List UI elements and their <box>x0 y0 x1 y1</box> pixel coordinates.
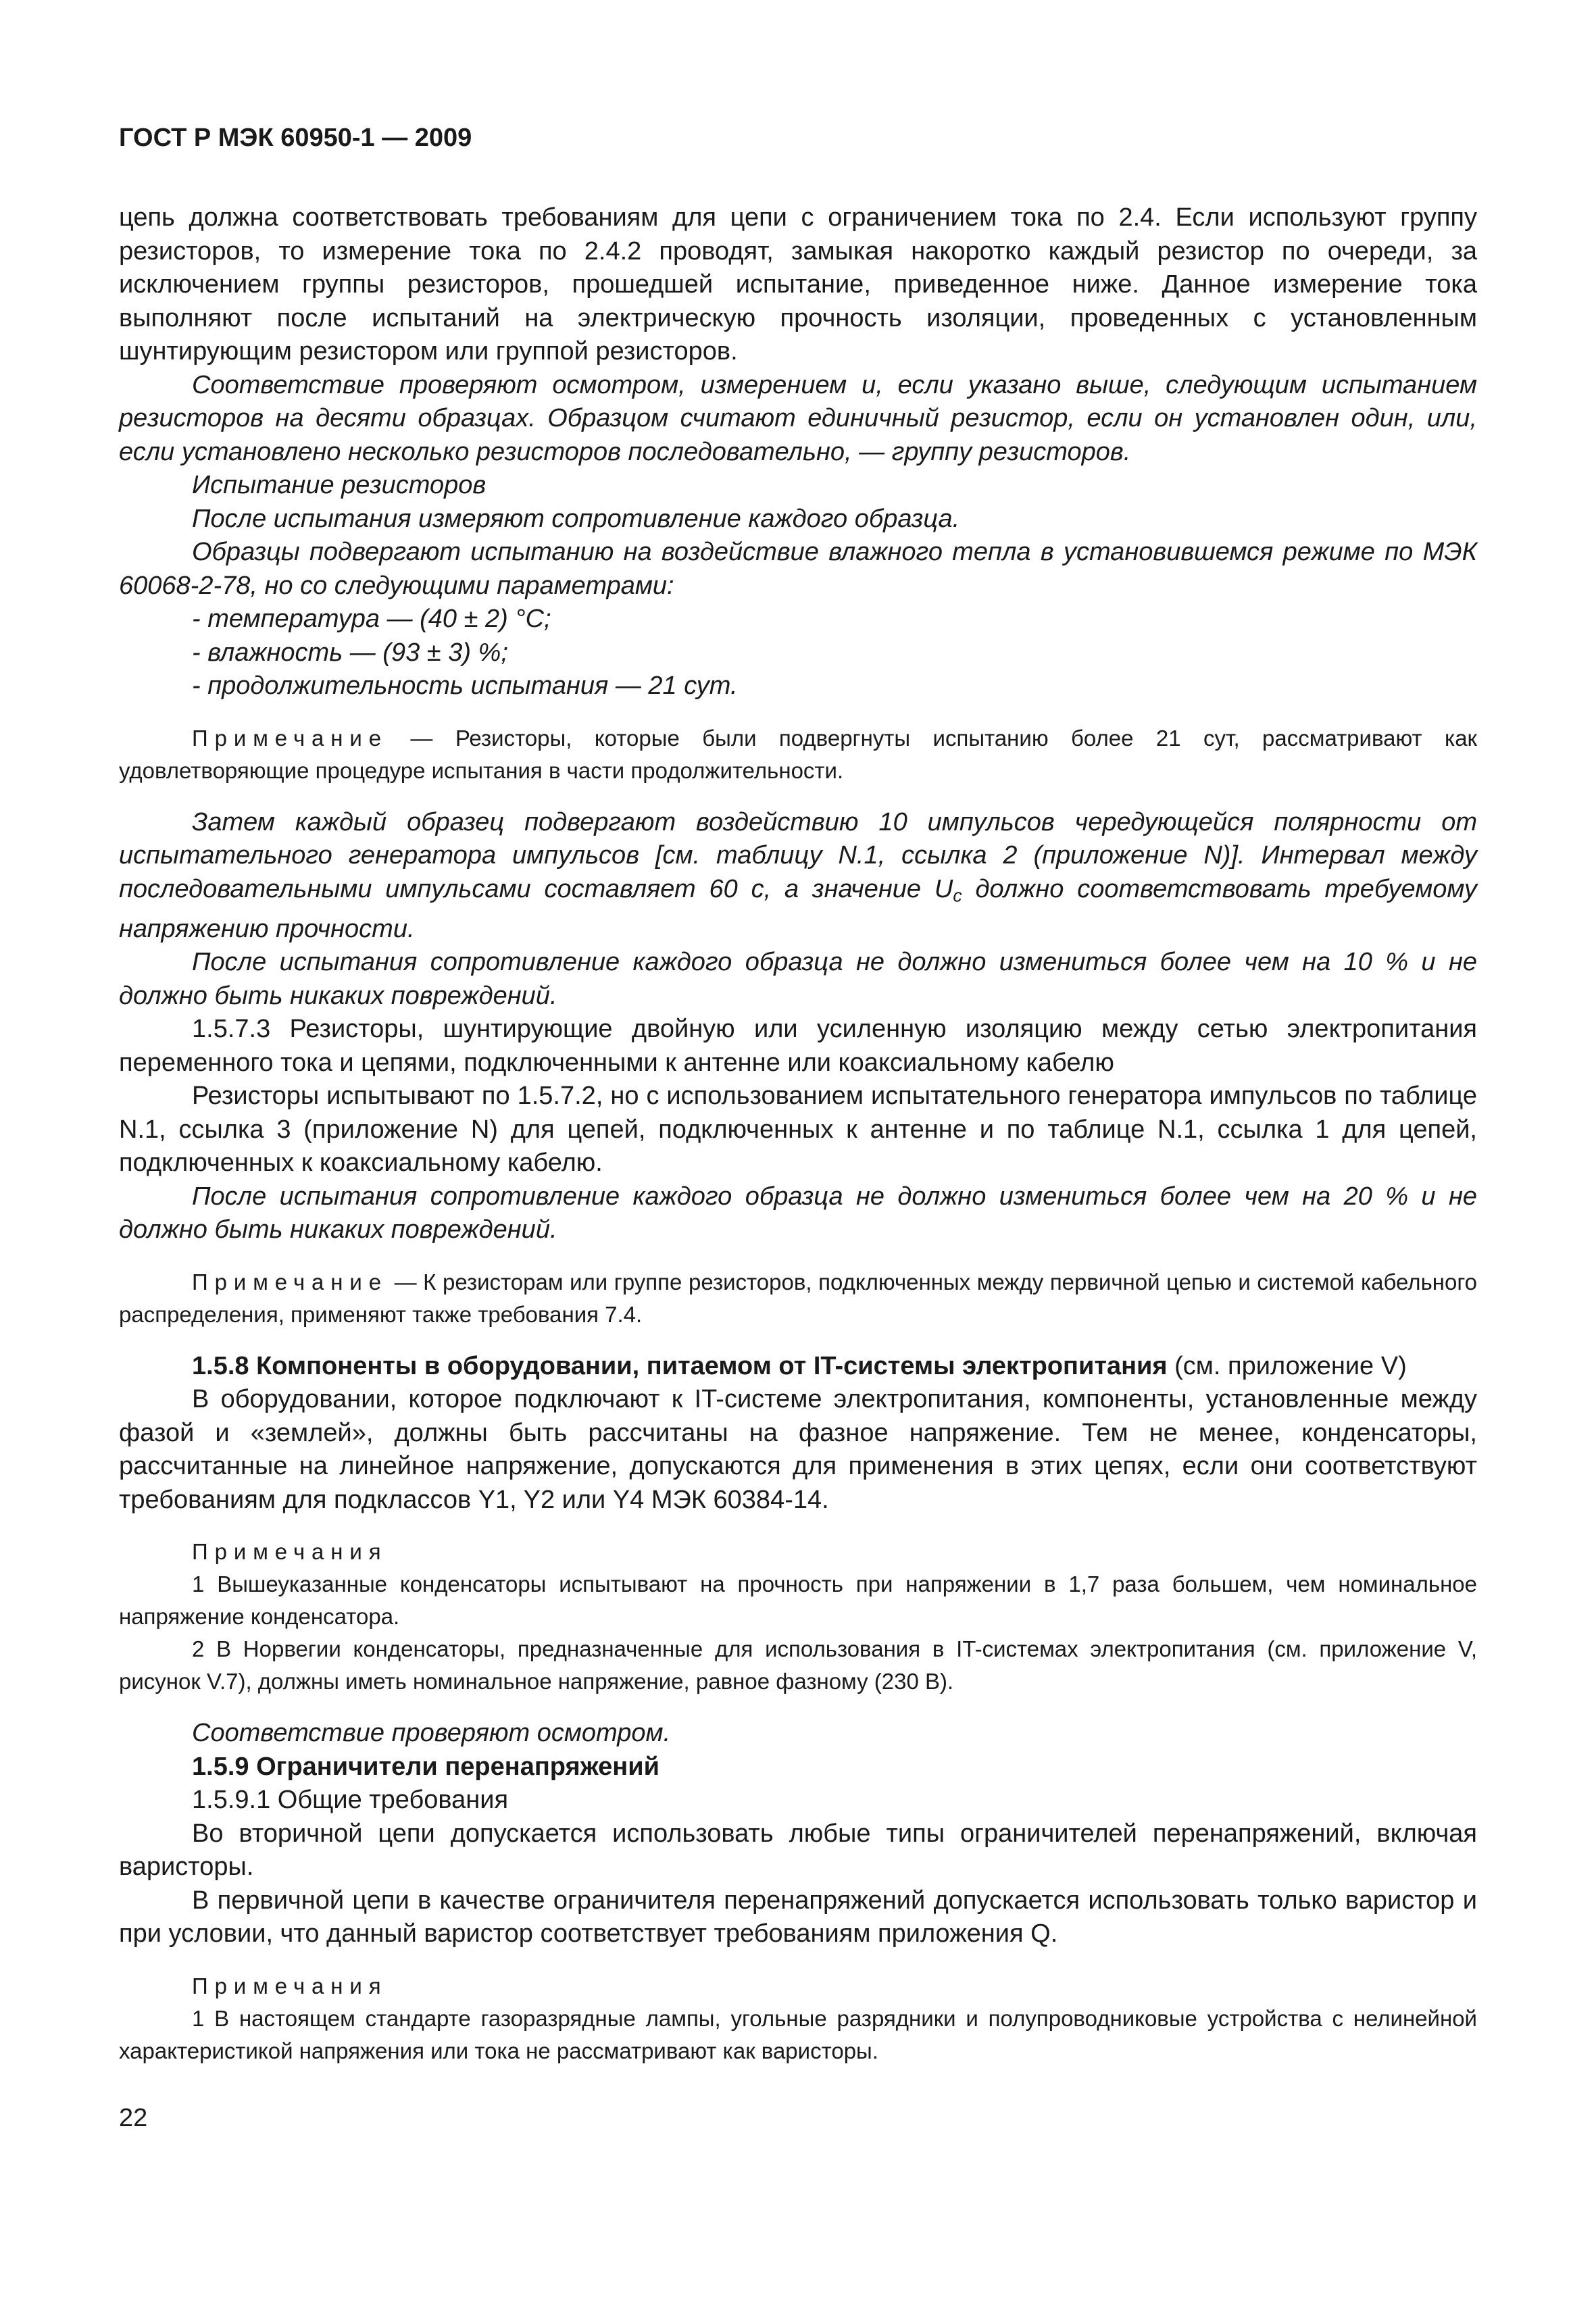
paragraph-text: должно соответствовать требуемому напряжению прочности. <box>119 874 1477 943</box>
paragraph <box>119 806 1477 947</box>
section-heading-1-5-9: 1.5.9 Ограничители перенапряжений <box>192 1752 659 1781</box>
paragraph-text: Затем каждый образец подвергают воздействию 10 импульсов чередующейся полярности от испытательного генератора импульсов [см. таблицу N.1, ссылка 2 (приложение N)]. Интервал между последовательными импульсами составляет 60 с, а значение <box>119 807 1477 903</box>
note-label: Примечание <box>192 1269 389 1294</box>
notes-label: Примечания <box>192 1539 388 1565</box>
paragraph: Резисторы испытывают по 1.5.7.2, но с использованием испытательного генератора импульсов по таблице N.1, ссылка 3 (приложение N) для цепей, подключенных к антенне и по таблице N.1, ссылка 1 для цепей, подключенных к коаксиальному кабелю. <box>119 1082 1477 1178</box>
page-body <box>119 201 1477 2067</box>
section-title-suffix: (см. приложение V) <box>1167 1351 1407 1380</box>
clause-1-5-7-3: 1.5.7.3 Резисторы, шунтирующие двойную или усиленную изоляцию между сетью электропитания переменного тока и цепями, подключенными к антенне или коаксиальному кабелю <box>119 1015 1477 1077</box>
paragraph-test-title: Испытание резисторов <box>192 471 487 499</box>
document-header: ГОСТ Р МЭК 60950-1 — 2009 <box>119 124 472 152</box>
list-item: - температура — (40 ± 2) °С; <box>192 605 551 633</box>
note-item: 1 Вышеуказанные конденсаторы испытывают на прочность при напряжении в 1,7 раза большем, чем номинальное напряжение конденсатора. <box>119 1571 1477 1630</box>
paragraph-compliance: Соответствие проверяют осмотром, измерением и, если указано выше, следующим испытанием резисторов на десяти образцах. Образцом считают единичный резистор, если он установлен один, или, если установлено несколько резисторов последовательно, — группу резисторов. <box>119 370 1477 466</box>
page-number: 22 <box>119 2104 148 2132</box>
paragraph: В первичной цепи в качестве ограничителя перенапряжений допускается использовать только варистор и при условии, что данный варистор соответствует требованиям приложения Q. <box>119 1886 1477 1948</box>
paragraph: После испытания измеряют сопротивление каждого образца. <box>192 504 960 533</box>
paragraph: Соответствие проверяют осмотром. <box>192 1719 671 1748</box>
paragraph: В оборудовании, которое подключают к IT-системе электропитания, компоненты, установленные между фазой и «землей», должны быть рассчитаны на фазное напряжение. Тем не менее, конденсаторы, рассчитанные на линейное напряжение, допускаются для применения в этих цепях, если они соответствуют требованиям для подклассов Y1, Y2 или Y4 МЭК 60384-14. <box>119 1385 1477 1514</box>
paragraph: После испытания сопротивление каждого образца не должно измениться более чем на 20 % и не должно быть никаких повреждений. <box>119 1182 1477 1244</box>
paragraph: После испытания сопротивление каждого образца не должно измениться более чем на 10 % и не должно быть никаких повреждений. <box>119 948 1477 1010</box>
note-item: 2 В Норвегии конденсаторы, предназначенные для использования в IT-системах электропитания (см. приложение V, рисунок V.7), должны иметь номинальное напряжение, равное фазному (230 В). <box>119 1636 1477 1694</box>
notes-label: Примечания <box>192 1973 388 1998</box>
list-item: - влажность — (93 ± 3) %; <box>192 638 508 667</box>
note <box>119 1266 1477 1331</box>
clause-1-5-9-1: 1.5.9.1 Общие требования <box>192 1786 509 1815</box>
paragraph: Во вторичной цепи допускается использовать любые типы ограничителей перенапряжений, включая варисторы. <box>119 1819 1477 1882</box>
note-text: — Резисторы, которые были подвергнуты испытанию более 21 сут, рассматривают как удовлетворяющие процедуре испытания в части продолжительности. <box>119 725 1477 783</box>
symbol-subscript: c <box>953 885 962 906</box>
note-label: Примечание <box>192 725 389 751</box>
note <box>119 722 1477 787</box>
list-item: - продолжительность испытания — 21 сут. <box>192 672 738 700</box>
paragraph: Образцы подвергают испытанию на воздействие влажного тепла в установившемся режиме по МЭК 60068-2-78, но со следующими параметрами: <box>119 538 1477 600</box>
section-title: 1.5.8 Компоненты в оборудовании, питаемом от IT-системы электропитания <box>192 1351 1168 1380</box>
note-text: — К резисторам или группе резисторов, подключенных между первичной цепью и системой кабельного распределения, применяют также требования 7.4. <box>119 1269 1477 1327</box>
note-item: 1 В настоящем стандарте газоразрядные лампы, угольные разрядники и полупроводниковые устройства с нелинейной характеристикой напряжения или тока не рассматривают как варисторы. <box>119 2005 1477 2063</box>
symbol-u: U <box>934 874 953 903</box>
section-heading-1-5-8 <box>119 1350 1477 1384</box>
paragraph: цепь должна соответствовать требованиям для цепи с ограничением тока по 2.4. Если используют группу резисторов, то измерение тока по 2.4.2 проводят, замыкая накоротко каждый резистор по очереди, за исключением группы резисторов, прошедшей испытание, приведенное ниже. Данное измерение тока выполняют после испытаний на электрическую прочность изоляции, проведенных с установленным шунтирующим резистором или группой резисторов. <box>119 203 1477 366</box>
